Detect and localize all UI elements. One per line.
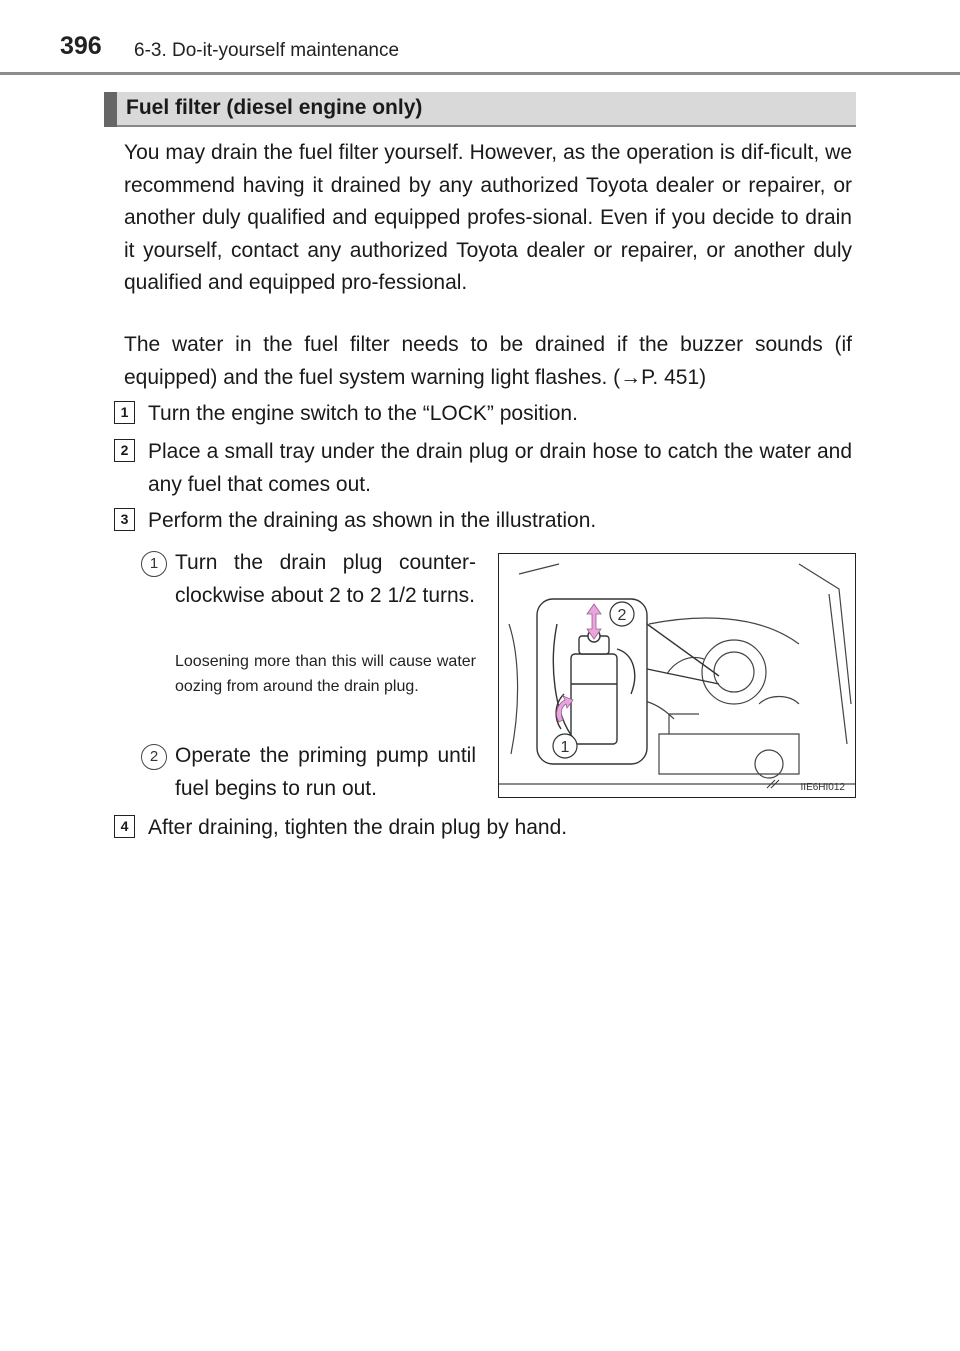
substep-note: Loosening more than this will cause water oozing from around the drain plug.	[175, 653, 476, 695]
drain-condition-paragraph: The water in the fuel filter needs to be drained if the buzzer sounds (if equipped) and the fuel system warning light flashes. (→P. 451)	[124, 333, 852, 389]
step-text: After draining, tighten the drain plug by hand.	[148, 816, 568, 839]
step-text: Place a small tray under the drain plug or drain hose to catch the water and any fuel that comes out.	[148, 440, 852, 496]
step-number-badge: 1	[114, 401, 135, 424]
step-number-badge: 3	[114, 508, 135, 531]
page-number: 396	[60, 32, 102, 60]
section-title: 6-3. Do-it-yourself maintenance	[134, 40, 400, 61]
substep-number-circle: 1	[141, 551, 167, 577]
step-text: Perform the draining as shown in the illustration.	[148, 509, 597, 532]
substep-number-circle: 2	[141, 744, 167, 770]
intro-paragraph: You may drain the fuel filter yourself. However, as the operation is dif-ficult, we recommend having it drained by any authorized Toyota dealer or repairer, or another duly qualified and equipped profes-sional. Even if you decide to drain it yourself, contact any authorized Toyota dealer or repairer, or another duly qualified and equipped pro-fessional.	[124, 141, 852, 295]
heading-accent	[104, 92, 117, 127]
step-number-badge: 2	[114, 439, 135, 462]
section-heading	[104, 92, 856, 127]
callout-1: 1	[560, 739, 570, 756]
engine-bay-drawing	[499, 554, 855, 797]
step-text: Turn the engine switch to the “LOCK” position.	[148, 402, 578, 425]
substep-text: Turn the drain plug counter-clockwise about 2 to 2 1/2 turns.	[175, 551, 476, 607]
step-number-badge: 4	[114, 815, 135, 838]
header-divider	[0, 72, 960, 75]
callout-2: 2	[617, 607, 627, 624]
substep-text: Operate the priming pump until fuel begins to run out.	[175, 744, 476, 800]
illustration-code: IIE6HI012	[800, 782, 845, 793]
page-header	[0, 0, 960, 78]
heading-text: Fuel filter (diesel engine only)	[126, 96, 423, 119]
fuel-filter-illustration	[498, 553, 856, 798]
